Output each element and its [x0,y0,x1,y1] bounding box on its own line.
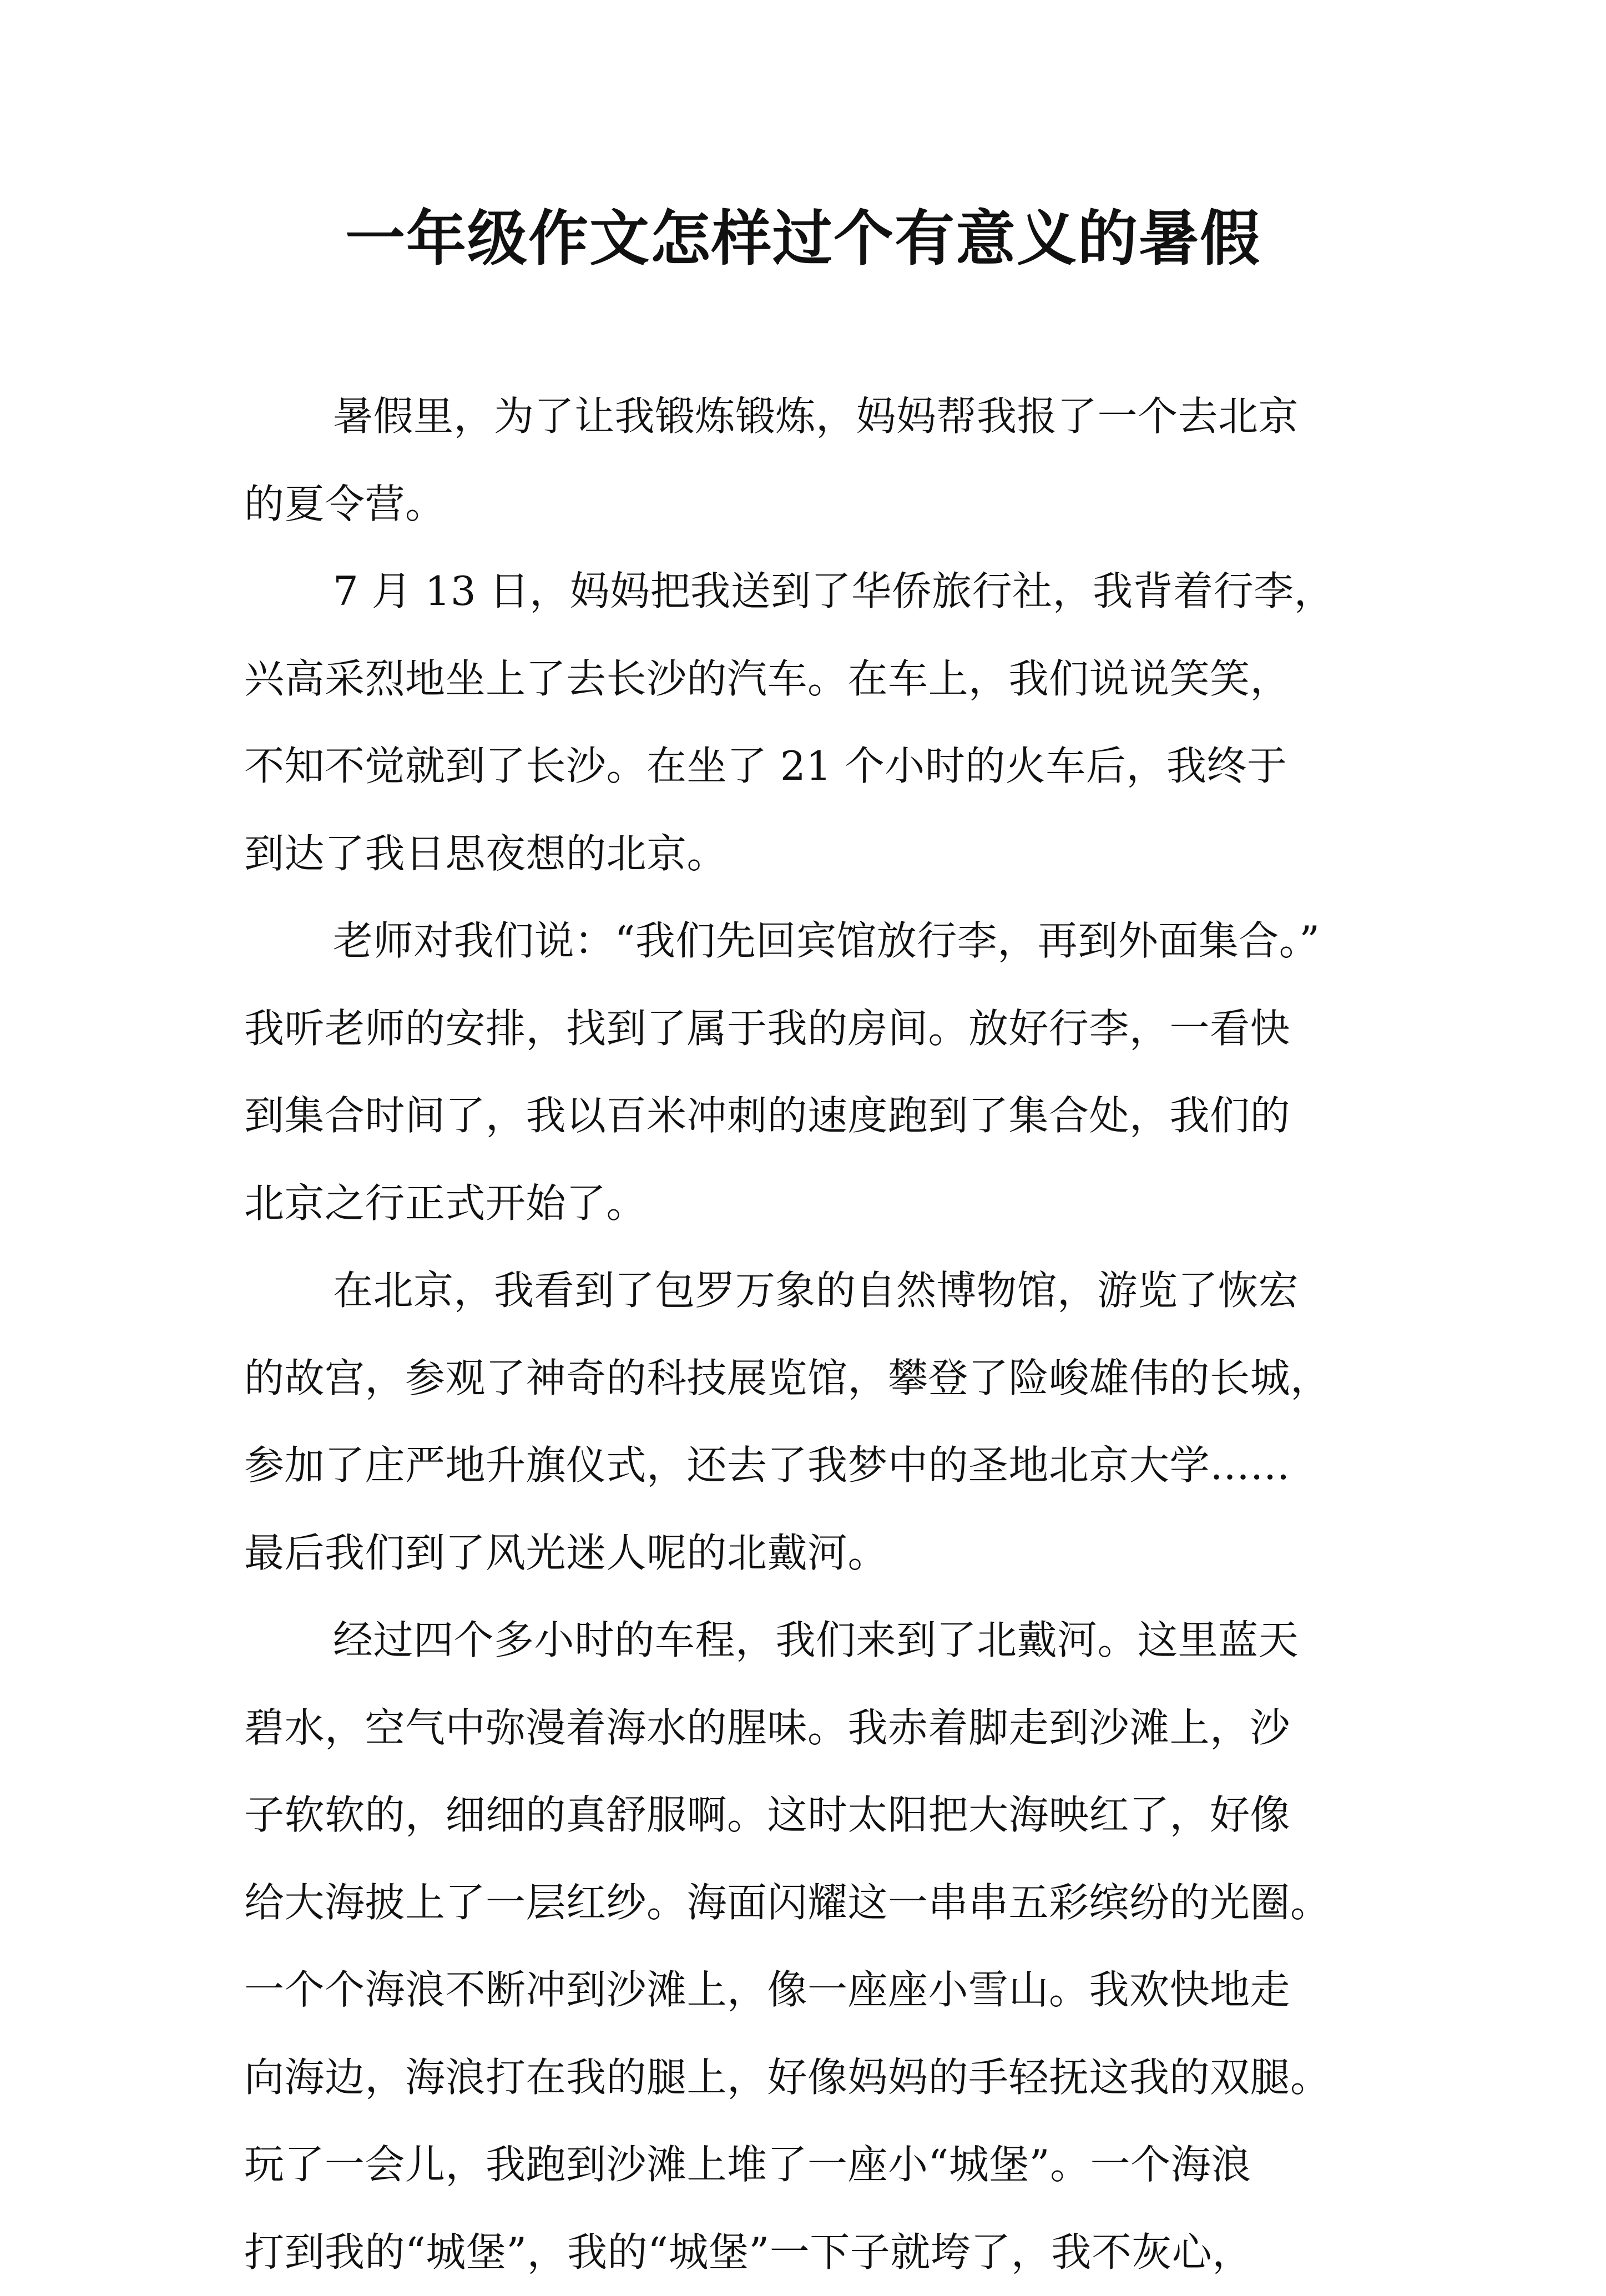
document-title: 一年级作文怎样过个有意义的暑假 [0,200,1606,277]
text-line: 北京之行正式开始了。 [244,1160,1398,1248]
text-line: 碧水，空气中弥漫着海水的腥味。我赤着脚走到沙滩上，沙 [244,1684,1398,1772]
text-line: 老师对我们说：“我们先回宾馆放行李，再到外面集合。” [244,897,1398,985]
text-line: 最后我们到了风光迷人呢的北戴河。 [244,1510,1398,1597]
text-line: 子软软的，细细的真舒服啊。这时太阳把大海映红了，好像 [244,1772,1398,1859]
text-line: 玩了一会儿，我跑到沙滩上堆了一座小“城堡”。一个海浪 [244,2121,1398,2209]
text-line: 到达了我日思夜想的北京。 [244,810,1398,898]
text-line: 暑假里，为了让我锻炼锻炼，妈妈帮我报了一个去北京 [244,373,1398,461]
text-line: 的故宫，参观了神奇的科技展览馆，攀登了险峻雄伟的长城， [244,1335,1398,1422]
text-line: 参加了庄严地升旗仪式，还去了我梦中的圣地北京大学…… [244,1422,1398,1510]
text-line: 打到我的“城堡”，我的“城堡”一下子就垮了，我不灰心， [244,2209,1398,2296]
text-line: 兴高采烈地坐上了去长沙的汽车。在车上，我们说说笑笑， [244,635,1398,723]
text-line: 7 月 13 日，妈妈把我送到了华侨旅行社，我背着行李， [244,548,1398,635]
text-line: 我听老师的安排，找到了属于我的房间。放好行李，一看快 [244,985,1398,1073]
text-line: 到集合时间了，我以百米冲刺的速度跑到了集合处，我们的 [244,1072,1398,1160]
text-line: 经过四个多小时的车程，我们来到了北戴河。这里蓝天 [244,1597,1398,1684]
text-line: 的夏令营。 [244,461,1398,548]
document-body [244,373,1398,2296]
text-line: 一个个海浪不断冲到沙滩上，像一座座小雪山。我欢快地走 [244,1946,1398,2034]
text-line: 在北京，我看到了包罗万象的自然博物馆，游览了恢宏 [244,1247,1398,1335]
text-line: 向海边，海浪打在我的腿上，好像妈妈的手轻抚这我的双腿。 [244,2034,1398,2122]
text-line: 不知不觉就到了长沙。在坐了 21 个小时的火车后，我终于 [244,723,1398,810]
text-line: 给大海披上了一层红纱。海面闪耀这一串串五彩缤纷的光圈。 [244,1859,1398,1947]
